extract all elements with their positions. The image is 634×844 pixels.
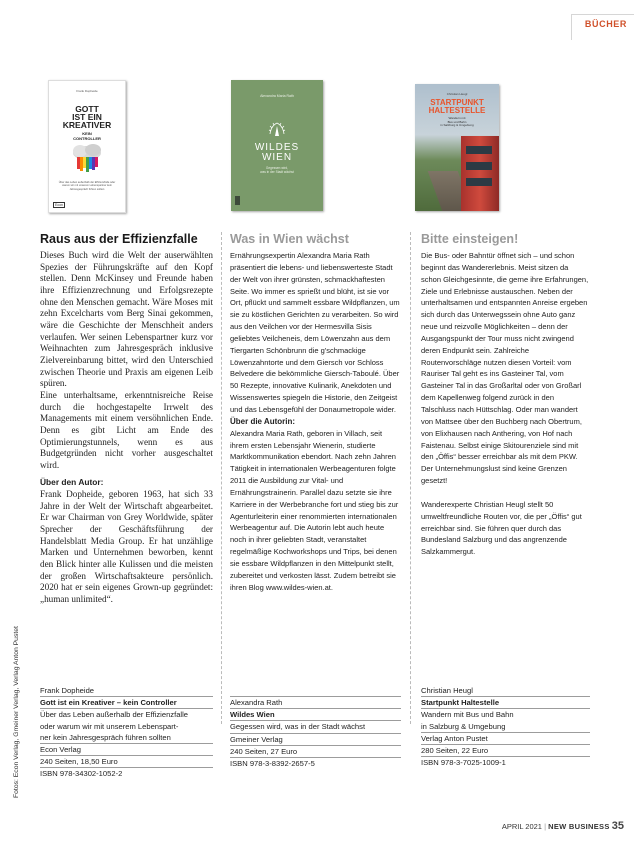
author-heading: Über den Autor: [40,477,104,488]
cover-subtitle [231,166,323,174]
book-cover-startpunkt-haltestelle [415,84,499,211]
info-isbn: ISBN 978-3-7025-1009-1 [421,758,506,768]
cover-author: Christian Heugl [446,92,468,96]
cover-subtitle-line: CONTROLLER [73,135,101,141]
cover-title-line: WILDES [254,142,300,153]
cover-subtitle-line: was in der Stadt wächst [260,170,294,174]
cover-subtitle-line: Gegessen wird, [265,166,289,170]
rainbow-cloud-icon [69,143,105,173]
cover-title-line: IST EIN [72,112,102,122]
review-column-gott-ist-ein-kreativer [40,232,213,606]
review-column-startpunkt-haltestelle [421,232,590,558]
issue-date: APRIL 2021 [501,822,542,831]
column-divider [221,232,222,724]
page-footer [502,820,624,832]
review-paragraph: Dieses Buch wird die Welt der auserwählten Spezies der Führungskräfte auf den Kopf stellen. Denn McKinsey und Freunde haben ihre Effizienzrechnung und Erfolgsrezepte ohne den Menschen gemacht. Wäre Moses mit zehn Excelcharts vom Berg Sinai gekommen, wäre die Geschichte der Menschheit anders verlaufen. Wer seinen Lebenspartner kurz vor Weihnachten zum Jahresgespräch inklusive Zielvereinbarung bittet, wird den Unterschied zwischen Theorie und Praxis am eigenen Leib spüren. [40,250,213,389]
cover-title-line: KREATIVER [62,120,112,130]
leaf-wreath-icon [267,120,287,140]
info-isbn: ISBN 978-3-8392-2657-5 [230,759,315,769]
info-subtitle-line: oder warum wir mit unserem Lebenspart- [40,721,179,731]
cover-author: Alexandra Maria Rath [260,94,294,98]
author-bio: Alexandra Maria Rath, geboren in Villach, seit ihrem ersten Lebensjahr Wienerin, studierte Marktkommunikation ebendort. Nach zehn Jahren Tätigkeit in internationalen Werbeagenturen folgte 2011 die Ausbildung zur Vital- und Ernährungstrainerin. Parallel dazu setzte sie ihre Karriere in der Werbebranche fort und stieg bis zur Agenturleiterin einer renommierten internationalen Werbeagentur auf. Die Autorin lebt auch heute noch in ihrer geliebten Stadt, veranstaltet regelmäßige Kochworkshops und Trips, bei denen sie essbare Wildpflanzen in den Mittelpunkt stellt, zubereitet und verkosten lässt. Zudem betreibt sie ihren Blog www.wildes-wien.at. [230,428,399,592]
info-title: Gott ist ein Kreativer – kein Controller [40,697,213,709]
cover-title [415,99,499,115]
train-photo [461,136,499,211]
info-pages-price: 240 Seiten, 27 Euro [230,746,401,758]
cover-subtitle [49,132,125,141]
cover-title-line: HALTESTELLE [428,106,486,115]
section-tag: BÜCHER [584,19,627,29]
cover-title [231,143,323,163]
train-window [466,162,492,170]
cover-subtitle [431,117,483,128]
info-publisher: Econ Verlag [40,744,213,756]
book-info-box [421,685,590,768]
info-title: Wildes Wien [230,709,401,721]
author-heading: Über die Autorin: [230,416,296,426]
page-number: 35 [611,820,624,832]
info-subtitle-line: Gegessen wird, was in der Stadt wächst [230,721,401,733]
cover-blurb: Über das Leben außerhalb der Effizienzfalle oder warum wir mit unserem Lebenspartner kein Jahresgespräch führen sollten [58,181,116,191]
info-subtitle-line: Wandern mit Bus und Bahn [421,710,514,720]
cover-title [49,105,125,129]
publisher-logo-icon [235,196,240,205]
info-publisher: Gmeiner Verlag [230,734,401,746]
train-window [466,178,492,186]
review-paragraph: Wanderexperte Christian Heugl stellt 50 umweltfreundliche Routen vor, die per „Öffis“ gut erreichbar sind. Sie führen quer durch das Bundesland Salzburg und das angrenzende Salzkammergut. [421,499,582,557]
info-author: Christian Heugl [421,685,590,697]
footer-separator: | [544,822,547,831]
column-divider [410,232,411,724]
info-title: Startpunkt Haltestelle [421,697,590,709]
cover-publisher-mark: Econ [55,203,63,207]
info-publisher: Verlag Anton Pustet [421,733,590,745]
info-isbn: ISBN 978-34302-1052-2 [40,769,123,779]
review-headline: Raus aus der Effizienzfalle [40,232,198,246]
cover-title-line: GOTT [75,104,99,114]
section-rule-vertical [571,14,572,40]
cover-subtitle-line: Wandern mit [448,116,466,120]
review-headline: Bitte einsteigen! [421,232,519,246]
info-author: Frank Dopheide [40,685,213,697]
cover-subtitle-line: KEIN [82,131,92,136]
cover-title-line: WIEN [261,152,293,163]
book-info-box [40,685,213,780]
book-cover-gott-ist-ein-kreativer [48,80,126,213]
review-column-wildes-wien [230,232,401,593]
cover-author: Frank Dopheide [76,89,98,93]
section-rule [572,14,634,15]
info-subtitle-line: ner kein Jahresgespräch führen sollten [40,732,213,744]
cover-subtitle-line: Bus und Bahn [447,119,467,124]
book-cover-wildes-wien [231,80,323,211]
cover-title-line: STARTPUNKT [430,98,484,107]
info-author: Alexandra Rath [230,696,401,709]
cover-subtitle-line: in Salzburg & Umgebung [440,123,474,128]
book-info-box [230,696,401,769]
author-bio: Frank Dopheide, geboren 1963, hat sich 33 Jahre in der Welt der Wirtschaft abgearbeitet. Er war Chairman von Grey Worldwide, später Sprecher der Geschäftsführung der Handelsblatt Media Group. Er hat unzählige Marken und Unternehmen beworben, kennt den Blick hinter alle Kulissen und die meisten der großen Wirtschaftsakteure persönlich. 2020 hat er sein eigenes Grown-up gegründet: „human unlimited“. [40,489,213,605]
review-paragraph: Eine unterhaltsame, erkenntnisreiche Reise durch die hochgestapelte Irrwelt des Managements mit einem versöhnlichen Ende. Denn es gibt Licht am Ende des Optimierungstunnels, wenn es aus Budgetgründen nicht vorher ausgeschaltet wird. [40,389,213,470]
info-pages-price: 240 Seiten, 18,50 Euro [40,756,213,768]
photo-credit: Fotos: Econ Verlag, Gmeiner Verlag, Verlag Anton Pustet [13,626,20,798]
publication-name: NEW BUSINESS [548,822,610,831]
review-headline: Was in Wien wächst [230,232,349,246]
review-paragraph: Ernährungsexpertin Alexandra Maria Rath präsentiert die lebens- und liebenswerteste Stadt der Welt von ihrer grünsten, schmackhaftesten Seite. Wo immer es sprießt und blüht, ist sie vor Ort, pflückt und sammelt essbare Wildpflanzen, um sie zu köstlichen Gerichten zu verarbeiten. So wird aus den Veilchen vor der Hermesvilla Sisis geliebtes Veilcheneis, dem Löwenzahn aus dem Tiergarten Schönbrunn die g'schmackige Löwenzahntorte und dem Giersch vor Schloss Belvedere die bekömmliche Giersch-Taboulé. Über 50 Rezepte, innovative Kulinarik, Anekdoten und Wissenswertes spiegeln die Historie, den Zeitgeist und das Lebensgefühl der Donaumetropole wider. [230,251,400,414]
info-subtitle-line: in Salzburg & Umgebung [421,721,590,733]
train-window [466,146,492,154]
info-subtitle-line: Über das Leben außerhalb der Effizienzfalle [40,710,189,720]
review-paragraph: Die Bus- oder Bahntür öffnet sich – und schon beginnt das Wandererlebnis. Meist sitzen da schon Gleichgesinnte, die gerne ihre Erfahrungen, Ziele und Erlebnisse austauschen. Neben der unterhaltsamen und entspannten Anreise ergeben sich durch das Unterwegssein ohne Auto ganz neue und reizvolle Möglichkeiten – denn der Ausgangspunkt der Tour muss nicht zwingend deren Endpunkt sein. Zahlreiche Routenvorschläge nutzen diesen Vorteil: vom Rauriser Tal geht es ins Gasteiner Tal, vom Gasteiner Tal in das Großarltal oder von Großarl dem Kapellenweg folgend zurück in den Talschluss nach Hüttschlag. Oder man wandert von Mattsee über den Buchberg nach Obertrum, von Elixhausen nach Anthering, von Hof nach Faistenau. Selbst einige Skitourenziele sind mit den „Öffis“ besser erreichbar als mit dem PKW. Der Unternehmungslust sind keine Grenzen gesetzt! [421,251,589,486]
info-pages-price: 280 Seiten, 22 Euro [421,745,590,757]
